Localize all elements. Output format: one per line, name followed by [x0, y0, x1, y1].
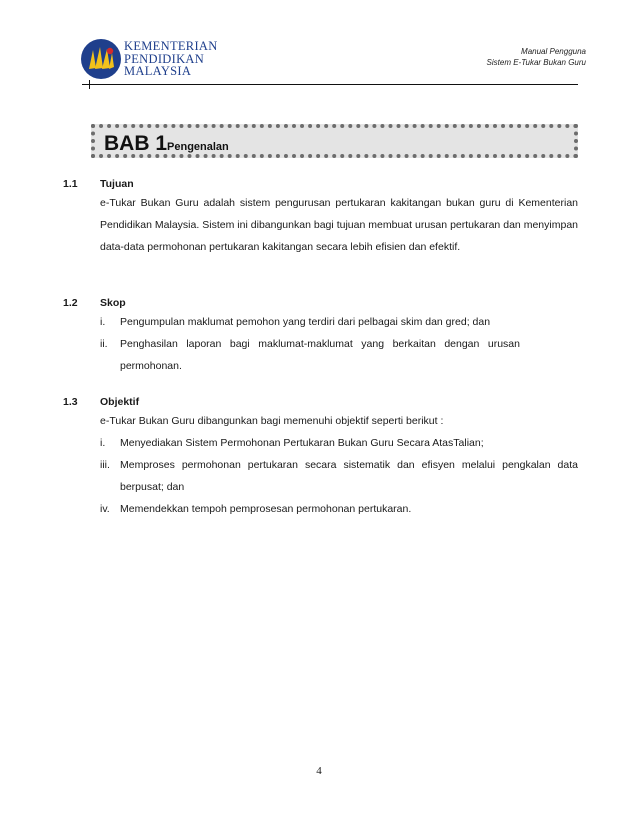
list-marker: iv.	[100, 503, 110, 515]
document-subtitle: Sistem E-Tukar Bukan Guru	[486, 58, 586, 67]
document-title: Manual Pengguna	[521, 47, 586, 56]
logo-line: KEMENTERIAN	[124, 39, 218, 53]
list-item	[100, 498, 578, 520]
chapter-number: BAB 1	[104, 132, 168, 155]
logo-line: PENDIDIKAN	[124, 51, 205, 66]
list-item-text: Memproses permohonan pertukaran secara sistematik dan efisyen melalui pengkalan data berpusat; dan	[120, 459, 578, 493]
section-heading-tujuan	[63, 178, 134, 190]
section-number: 1.3	[63, 396, 78, 408]
list-item	[100, 454, 578, 498]
ministry-logo-icon	[80, 38, 122, 80]
header-divider-tick	[89, 80, 90, 89]
list-item-text: Pengumpulan maklumat pemohon yang terdiri dari pelbagai skim dan gred; dan	[120, 316, 491, 328]
list-marker: i.	[100, 437, 106, 449]
section-title: Skop	[100, 297, 126, 309]
ministry-logo-text	[124, 40, 218, 78]
list-item	[100, 311, 578, 333]
section-paragraph-tujuan: e-Tukar Bukan Guru adalah sistem pengurusan pertukaran kakitangan bukan guru di Kementerian Pendidikan Malaysia. Sistem ini dibangunkan bagi tujuan membuat urusan pertukaran dan menyimpan data-data permohonan pertukaran kakitangan secara lebih efisien dan efektif.	[100, 197, 578, 253]
chapter-heading-box	[91, 124, 578, 158]
chapter-name: Pengenalan	[167, 141, 229, 153]
list-item	[100, 333, 578, 377]
section-number: 1.2	[63, 297, 78, 309]
section-title: Tujuan	[100, 178, 134, 190]
section-number: 1.1	[63, 178, 78, 190]
list-item-text: Menyediakan Sistem Permohonan Pertukaran Bukan Guru Secara AtasTalian;	[120, 437, 484, 449]
section-title: Objektif	[100, 396, 140, 408]
section-paragraph-objektif: e-Tukar Bukan Guru dibangunkan bagi memenuhi objektif seperti berikut :	[100, 415, 444, 427]
page-number: 4	[316, 765, 322, 777]
section-heading-skop	[63, 297, 126, 309]
list-marker: iii.	[100, 459, 110, 471]
list-item-text: Penghasilan laporan bagi maklumat-maklumat yang berkaitan dengan urusan permohonan.	[120, 338, 520, 372]
list-marker: i.	[100, 316, 106, 328]
logo-line: MALAYSIA	[124, 64, 192, 78]
list-item-text: Memendekkan tempoh pemprosesan permohonan pertukaran.	[120, 503, 412, 515]
section-heading-objektif	[63, 396, 139, 408]
chapter-title	[104, 132, 229, 156]
list-item	[100, 432, 578, 454]
header-divider	[82, 84, 578, 85]
document-meta	[487, 46, 586, 68]
list-marker: ii.	[100, 338, 108, 350]
